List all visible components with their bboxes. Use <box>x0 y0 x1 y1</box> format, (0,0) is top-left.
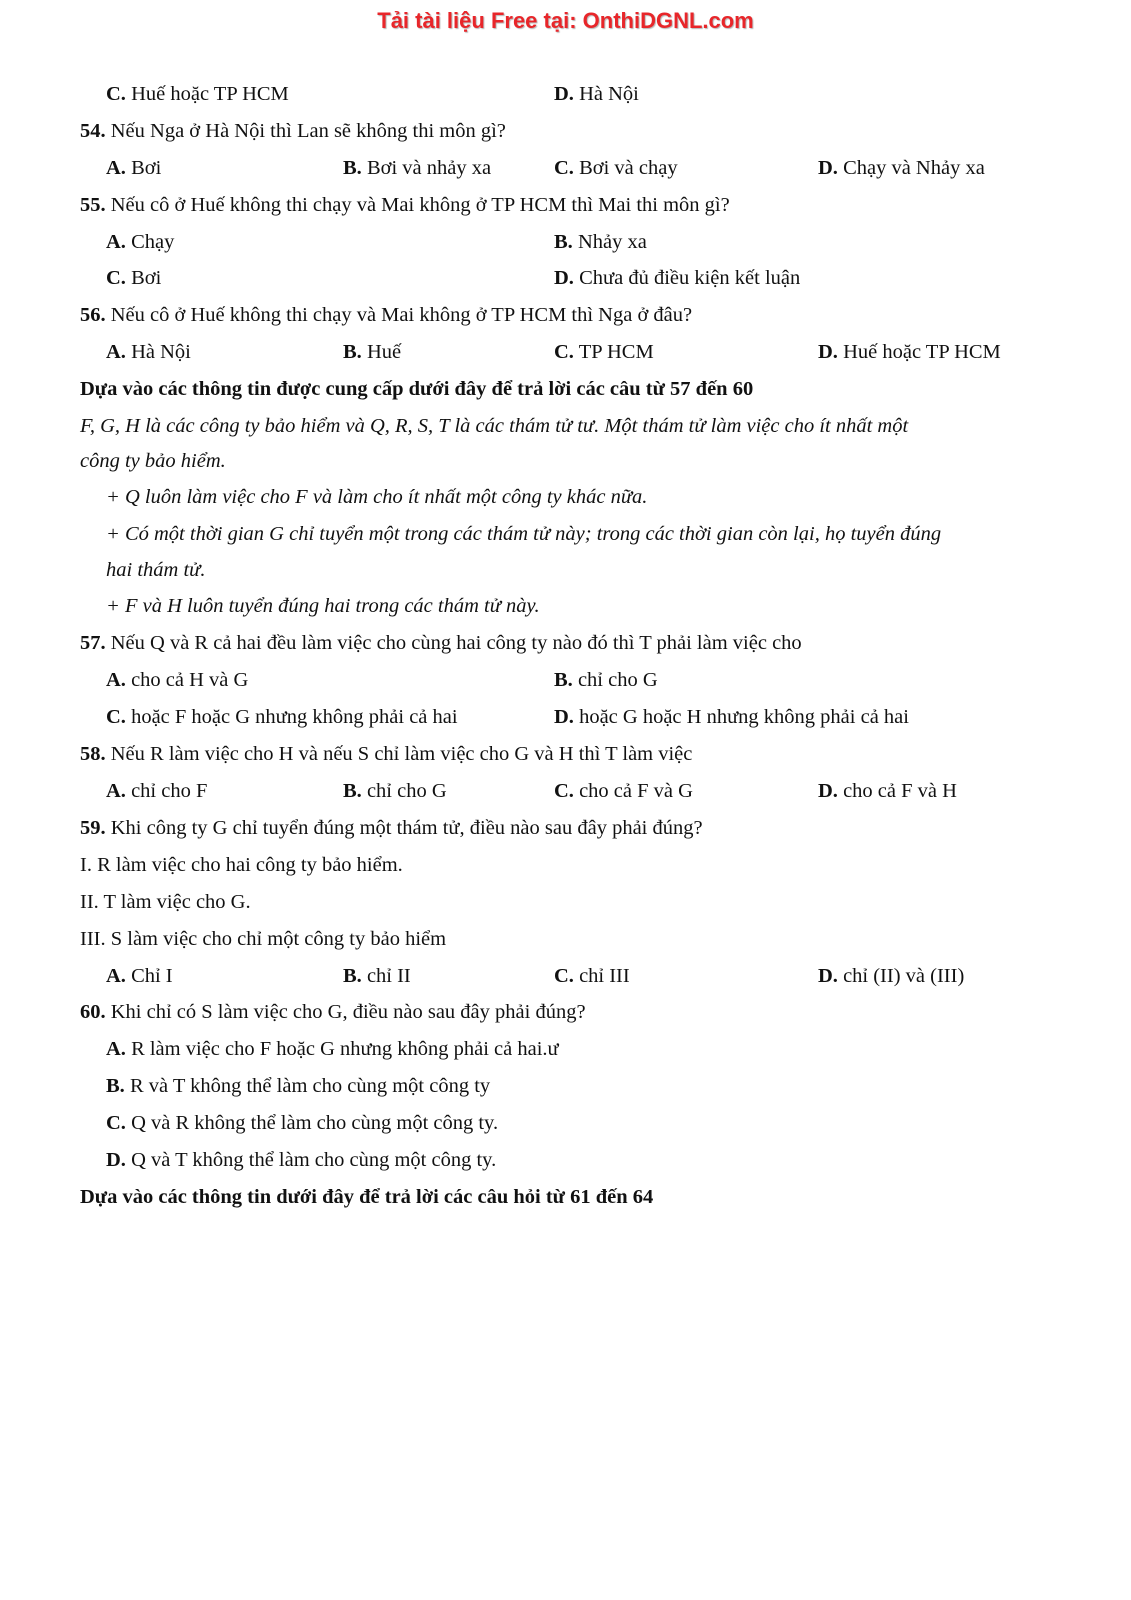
q58-option-d <box>818 779 957 803</box>
q59-option-d <box>818 964 964 988</box>
option-text: cho cả F và G <box>573 780 693 802</box>
q54-question <box>80 119 506 143</box>
option-letter: C. <box>106 1112 126 1134</box>
option-letter: B. <box>554 231 573 253</box>
rule-1: + Q luôn làm việc cho F và làm cho ít nhất một công ty khác nữa. <box>106 486 648 508</box>
q59-question <box>80 816 703 840</box>
q58-option-c <box>554 779 693 803</box>
option-letter: B. <box>343 341 362 363</box>
q56-option-c <box>554 340 654 364</box>
q59-statement-1: I. R làm việc cho hai công ty bảo hiểm. <box>80 854 403 876</box>
option-text: Chưa đủ điều kiện kết luận <box>573 267 801 289</box>
question-number: 59. <box>80 817 106 839</box>
option-text: Bơi <box>125 267 162 289</box>
q56-question <box>80 303 692 327</box>
option-letter: D. <box>818 341 838 363</box>
q59-option-c <box>554 964 630 988</box>
section-intro-line-1: F, G, H là các công ty bảo hiểm và Q, R, S, T là các thám tử tư. Một thám tử làm việc cho ít nhất một <box>80 415 909 437</box>
q58-option-a <box>106 779 207 803</box>
q56-option-d <box>818 340 1001 364</box>
q56-option-b <box>343 340 401 364</box>
option-text: chỉ (II) và (III) <box>837 965 965 987</box>
question-number: 57. <box>80 632 106 654</box>
question-text: Khi chỉ có S làm việc cho G, điều nào sau đây phải đúng? <box>105 1001 586 1023</box>
option-text: Chạy <box>125 231 175 253</box>
question-number: 58. <box>80 743 106 765</box>
q54-option-a <box>106 156 161 180</box>
option-letter: B. <box>106 1075 125 1097</box>
q56-option-a <box>106 340 191 364</box>
rule-3: + F và H luôn tuyển đúng hai trong các thám tử này. <box>106 595 540 617</box>
option-letter: D. <box>554 706 574 728</box>
q58-question <box>80 742 692 766</box>
option-letter: A. <box>106 341 126 363</box>
option-letter: D. <box>818 780 838 802</box>
option-letter: A. <box>106 1038 126 1060</box>
question-number: 54. <box>80 120 106 142</box>
question-text: Nếu Nga ở Hà Nội thì Lan sẽ không thi môn gì? <box>105 120 506 142</box>
q57-question <box>80 631 802 655</box>
question-number: 55. <box>80 194 106 216</box>
option-text: Bơi và nhảy xa <box>361 157 492 179</box>
option-text: chỉ cho G <box>361 780 447 802</box>
option-text: Chỉ I <box>125 965 173 987</box>
question-text: Nếu R làm việc cho H và nếu S chỉ làm việc cho G và H thì T làm việc <box>105 743 693 765</box>
option-text: Chạy và Nhảy xa <box>837 157 985 179</box>
option-text: chỉ cho F <box>125 780 208 802</box>
option-text: Nhảy xa <box>572 231 647 253</box>
q53-option-c <box>106 82 289 106</box>
option-letter: A. <box>106 965 126 987</box>
option-letter: D. <box>106 1149 126 1171</box>
option-text: Hà Nội <box>573 83 639 105</box>
q55-option-d <box>554 266 800 290</box>
option-letter: C. <box>554 780 574 802</box>
q55-option-b <box>554 230 647 254</box>
download-banner[interactable]: Tải tài liệu Free tại: OnthiDGNL.com <box>377 8 754 33</box>
question-text: Nếu Q và R cả hai đều làm việc cho cùng hai công ty nào đó thì T phải làm việc cho <box>105 632 802 654</box>
q60-option-b <box>106 1074 490 1098</box>
option-text: Huế <box>361 341 402 363</box>
q58-option-b <box>343 779 447 803</box>
q54-option-c <box>554 156 678 180</box>
question-number: 60. <box>80 1001 106 1023</box>
q54-option-b <box>343 156 491 180</box>
option-letter: D. <box>554 83 574 105</box>
option-text: Q và R không thể làm cho cùng một công ty. <box>125 1112 499 1134</box>
option-letter: C. <box>106 83 126 105</box>
question-number: 56. <box>80 304 106 326</box>
option-letter: B. <box>343 780 362 802</box>
section-intro-line-2: công ty bảo hiểm. <box>80 450 226 472</box>
q54-option-d <box>818 156 985 180</box>
q59-statement-3: III. S làm việc cho chỉ một công ty bảo hiểm <box>80 928 447 950</box>
option-letter: D. <box>818 965 838 987</box>
option-letter: B. <box>554 669 573 691</box>
option-text: hoặc F hoặc G nhưng không phải cả hai <box>125 706 458 728</box>
q53-option-d <box>554 82 639 106</box>
option-text: chỉ II <box>361 965 411 987</box>
option-text: R làm việc cho F hoặc G nhưng không phải cả hai.ư <box>125 1038 559 1060</box>
option-text: chỉ III <box>573 965 630 987</box>
section-heading-61-64: Dựa vào các thông tin dưới đây để trả lời các câu hỏi từ 61 đến 64 <box>80 1186 654 1208</box>
option-text: cho cả H và G <box>125 669 249 691</box>
option-letter: C. <box>106 706 126 728</box>
q60-option-a <box>106 1037 559 1061</box>
q57-option-b <box>554 668 658 692</box>
option-letter: A. <box>106 669 126 691</box>
option-text: Huế hoặc TP HCM <box>125 83 289 105</box>
option-letter: C. <box>554 157 574 179</box>
option-letter: C. <box>554 965 574 987</box>
q60-question <box>80 1000 586 1024</box>
option-letter: C. <box>106 267 126 289</box>
question-text: Nếu cô ở Huế không thi chạy và Mai không ở TP HCM thì Nga ở đâu? <box>105 304 693 326</box>
q59-statement-2: II. T làm việc cho G. <box>80 891 251 913</box>
option-text: chỉ cho G <box>572 669 658 691</box>
q57-option-a <box>106 668 248 692</box>
q59-option-b <box>343 964 411 988</box>
option-text: Bơi và chạy <box>573 157 678 179</box>
q60-option-d <box>106 1148 496 1172</box>
question-text: Nếu cô ở Huế không thi chạy và Mai không ở TP HCM thì Mai thi môn gì? <box>105 194 730 216</box>
section-heading-57-60: Dựa vào các thông tin được cung cấp dưới đây để trả lời các câu từ 57 đến 60 <box>80 378 754 400</box>
rule-2-line-1: + Có một thời gian G chỉ tuyển một trong các thám tử này; trong các thời gian còn lại, họ tuyển đúng <box>106 523 942 545</box>
option-letter: A. <box>106 231 126 253</box>
q55-question <box>80 193 730 217</box>
question-text: Khi công ty G chỉ tuyển đúng một thám tử, điều nào sau đây phải đúng? <box>105 817 703 839</box>
q59-option-a <box>106 964 173 988</box>
option-text: TP HCM <box>573 341 654 363</box>
q60-option-c <box>106 1111 498 1135</box>
q57-option-d <box>554 705 909 729</box>
option-text: Huế hoặc TP HCM <box>837 341 1001 363</box>
option-letter: B. <box>343 965 362 987</box>
option-text: hoặc G hoặc H nhưng không phải cả hai <box>573 706 909 728</box>
option-letter: D. <box>818 157 838 179</box>
option-letter: C. <box>554 341 574 363</box>
option-letter: A. <box>106 157 126 179</box>
q57-option-c <box>106 705 458 729</box>
option-text: Hà Nội <box>125 341 191 363</box>
option-text: Q và T không thể làm cho cùng một công ty. <box>125 1149 497 1171</box>
option-text: cho cả F và H <box>837 780 957 802</box>
q55-option-c <box>106 266 161 290</box>
option-text: Bơi <box>125 157 162 179</box>
option-letter: A. <box>106 780 126 802</box>
option-text: R và T không thể làm cho cùng một công ty <box>124 1075 491 1097</box>
rule-2-line-2: hai thám tử. <box>106 559 206 581</box>
option-letter: B. <box>343 157 362 179</box>
option-letter: D. <box>554 267 574 289</box>
q55-option-a <box>106 230 174 254</box>
